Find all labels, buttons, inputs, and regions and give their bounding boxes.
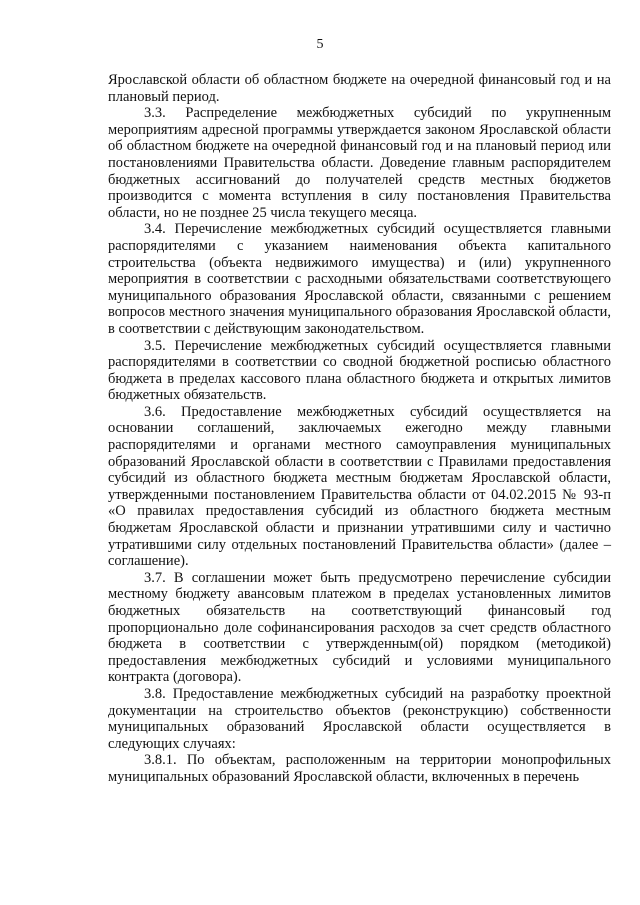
paragraph-3-8: 3.8. Предоставление межбюджетных субсидий на разработку проектной документации на строительство объектов (реконструкцию) собственности муниципальных образований Ярославской области осуществляется в следующих случаях:: [108, 685, 611, 752]
paragraph-3-7: 3.7. В соглашении может быть предусмотрено перечисление субсидии местному бюджету авансовым платежом в пределах установленных лимитов бюджетных обязательств на соответствующий финансовый год пропорционально доле софинансирования расходов за счет средств областного бюджета в соответствии с утвержденным(ой) порядком (методикой) предоставления межбюджетных субсидий и условиями муниципального контракта (договора).: [108, 569, 611, 686]
paragraph-3-5: 3.5. Перечисление межбюджетных субсидий осуществляется главными распорядителями в соответствии со сводной бюджетной росписью областного бюджета в пределах кассового плана областного бюджета и открытых лимитов бюджетных обязательств.: [108, 337, 611, 404]
page-number: 5: [316, 37, 324, 52]
paragraph-continuation: Ярославской области об областном бюджете на очередной финансовый год и на плановый период.: [108, 72, 611, 105]
paragraph-3-4: 3.4. Перечисление межбюджетных субсидий осуществляется главными распорядителями с указанием наименования объекта капитального строительства (объекта недвижимого имущества) и (или) укрупненного мероприятия в соответствии с расходными обязательствами соответствующего муниципального образования Ярославской области, связанными с решением вопросов местного значения муниципального образования Ярославской области, в соответствии с действующим законодательством.: [108, 221, 611, 337]
paragraph-3-3: 3.3. Распределение межбюджетных субсидий по укрупненным мероприятиям адресной программы утверждается законом Ярославской области об областном бюджете на очередной финансовый год и на плановый период или постановлениями Правительства области. Доведение главным распорядителем бюджетных ассигнований до получателей средств местных бюджетов производится с момента вступления в силу постановления Правительства области, но не позднее 25 числа текущего месяца.: [108, 105, 611, 221]
paragraph-3-8-1: 3.8.1. По объектам, расположенным на территории монопрофильных муниципальных образований Ярославской области, включенных в перечень: [108, 752, 611, 785]
document-body: [108, 72, 611, 786]
paragraph-3-6: 3.6. Предоставление межбюджетных субсидий осуществляется на основании соглашений, заключаемых ежегодно между главными распорядителями и органами местного самоуправления муниципальных образований Ярославской области в соответствии с Правилами предоставления субсидий из областного бюджета местным бюджетам Ярославской области, утвержденными постановлением Правительства области от 04.02.2015 № 93-п «О правилах предоставления субсидий из областного бюджета местным бюджетам Ярославской области и признании утратившими силу и частично утратившими силу отдельных постановлений Правительства области» (далее – соглашение).: [108, 403, 611, 570]
